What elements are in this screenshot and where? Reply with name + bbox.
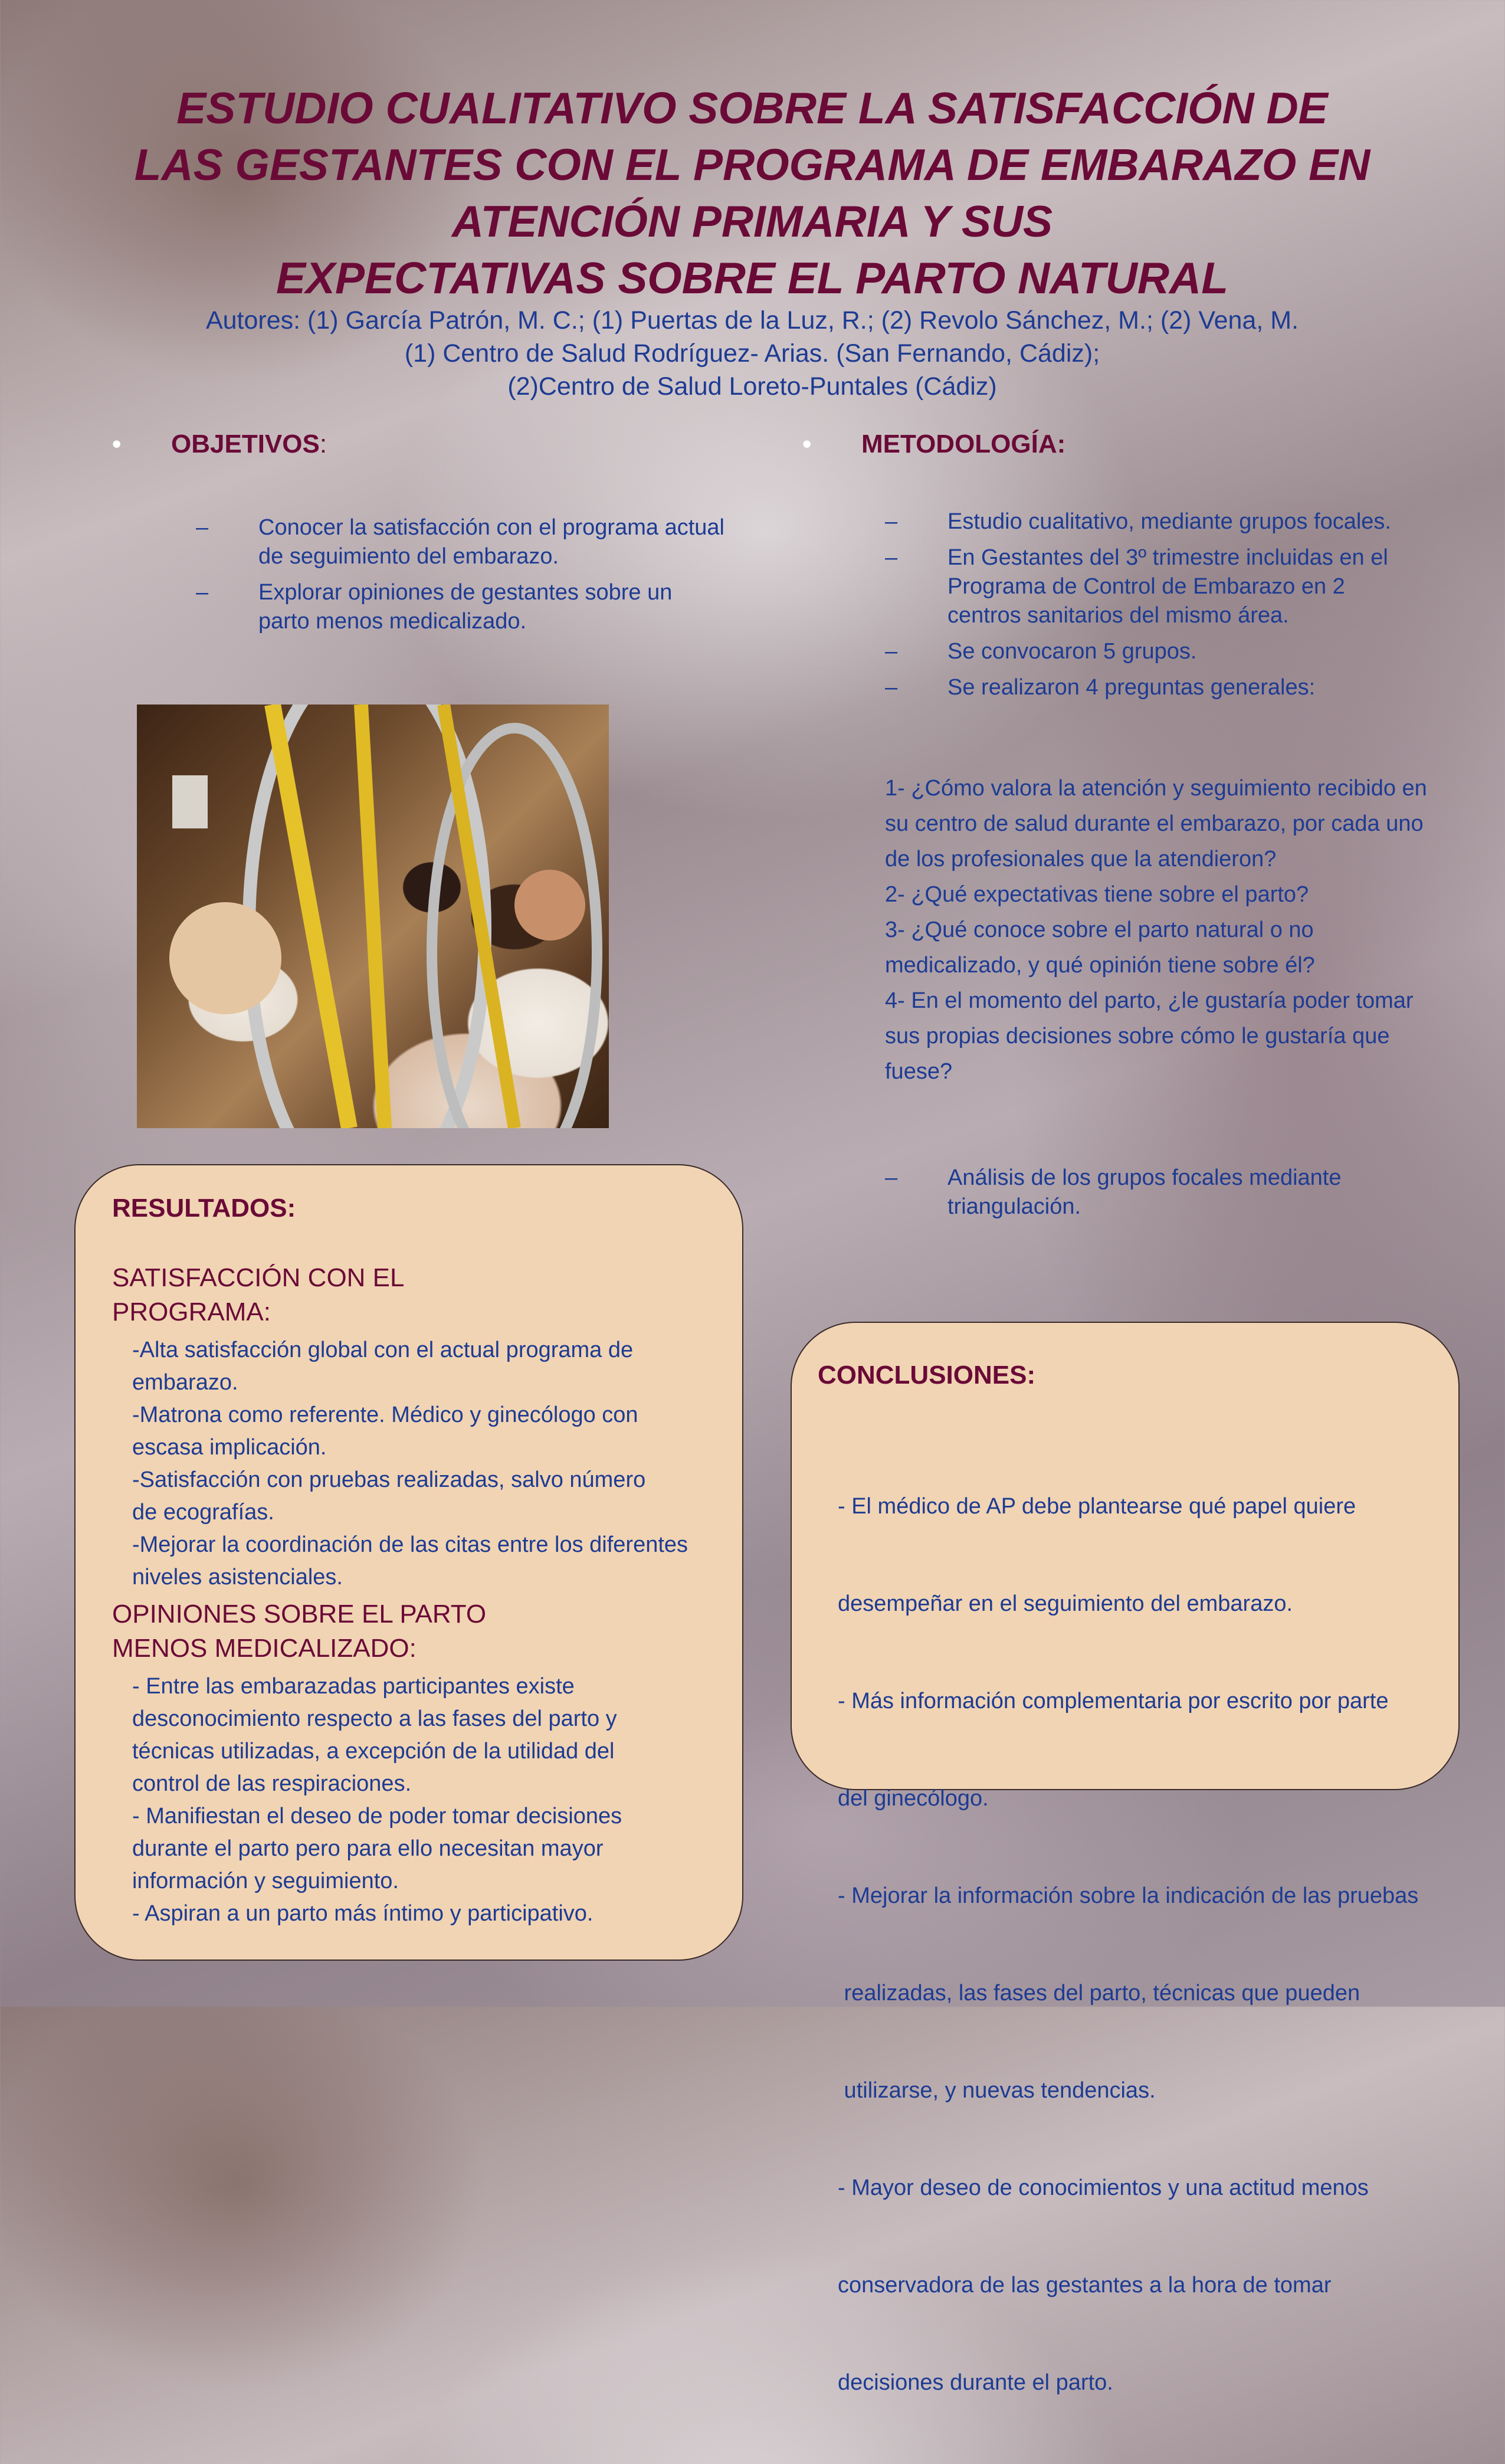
metodologia-final-list [885, 1164, 1416, 1228]
list-item: – Se realizaron 4 preguntas generales: [885, 673, 1416, 702]
question-item: 3- ¿Qué conoce sobre el parto natural o no medicalizado, y qué opinión tiene sobre él? [885, 918, 1315, 978]
conclusiones-heading: CONCLUSIONES: [818, 1361, 1036, 1390]
dash-icon: – [885, 639, 898, 664]
list-item: – Estudio cualitativo, mediante grupos focales. [885, 507, 1416, 536]
photo-illustration [137, 705, 609, 1128]
list-item: – Análisis de los grupos focales mediante triangulación. [885, 1164, 1416, 1221]
title-line: EXPECTATIVAS SOBRE EL PARTO NATURAL [276, 253, 1229, 303]
dash-icon: – [885, 1165, 898, 1190]
dash-icon: – [885, 545, 898, 570]
objetivos-colon: : [319, 430, 327, 458]
question-item: 2- ¿Qué expectativas tiene sobre el parto? [885, 882, 1309, 907]
title-line: LAS GESTANTES CON EL PROGRAMA DE EMBARAZO EN [134, 140, 1370, 189]
dash-icon: – [196, 515, 209, 540]
resultados-satisfaccion-text: -Alta satisfacción global con el actual programa de embarazo. -Matrona como referente. Médico y ginecólogo con escasa implicación. -Satisfacción con pruebas realizadas, salvo número de ecografías. -Mejorar la coordinación de las citas entre los diferentes niveles asistenciales. [132, 1338, 688, 1590]
dash-icon: – [885, 675, 898, 700]
questions-block [885, 771, 1440, 1089]
conclusiones-text: - El médico de AP debe plantearse qué papel quiere desempeñar en el seguimiento del embarazo. - Más información complementaria por escrito por parte del ginecólogo. - Mejorar la información sobre la indicación de las pruebas realizadas, las fases del parto, técnicas que pueden utilizarse, y nuevas tendencias. - Mayor deseo de conocimientos y una actitud menos conservadora de las gestantes a la hora de tomar decisiones durante el parto. [838, 1494, 1419, 2395]
dash-icon: – [196, 580, 209, 605]
bullet-icon: • [802, 430, 812, 458]
authors-block [47, 304, 1457, 403]
question-item: 4- En el momento del parto, ¿le gustaría poder tomar sus propias decisiones sobre cómo le gustaría que fuese? [885, 988, 1414, 1084]
affiliation-line: (2)Centro de Salud Loreto-Puntales (Cádiz) [507, 372, 997, 401]
resultados-opiniones-text: - Entre las embarazadas participantes existe desconocimiento respecto a las fases del parto y técnicas utilizadas, a excepción de la utilidad del control de las respiraciones. - Manifiestan el deseo de poder tomar decisiones durante el parto pero para ello necesitan mayor información y seguimiento. - Aspiran a un parto más íntimo y participativo. [132, 1674, 622, 1926]
dash-icon: – [885, 509, 898, 534]
metodologia-list [885, 507, 1416, 709]
list-item: – Explorar opiniones de gestantes sobre un parto menos medicalizado. [196, 578, 727, 636]
objetivos-heading [112, 430, 327, 459]
resultados-heading: RESULTADOS: [112, 1194, 296, 1223]
bullet-icon: • [112, 430, 122, 458]
affiliation-line: (1) Centro de Salud Rodríguez- Arias. (San Fernando, Cádiz); [404, 339, 1100, 368]
authors-line: Autores: (1) García Patrón, M. C.; (1) Puertas de la Luz, R.; (2) Revolo Sánchez, M.; (2) Vena, M. [205, 306, 1299, 335]
resultados-subheading-satisfaccion: SATISFACCIÓN CON EL PROGRAMA: [112, 1263, 405, 1326]
objetivos-heading-text: OBJETIVOS [171, 430, 320, 458]
poster-title [47, 80, 1457, 306]
list-item: – En Gestantes del 3º trimestre incluidas en el Programa de Control de Embarazo en 2 centros sanitarios del mismo área. [885, 543, 1416, 630]
delivery-room-photo [137, 705, 609, 1128]
list-item: – Se convocaron 5 grupos. [885, 637, 1416, 666]
title-line: ATENCIÓN PRIMARIA Y SUS [451, 196, 1053, 246]
metodologia-heading [802, 430, 1066, 459]
resultados-subheading-opiniones: OPINIONES SOBRE EL PARTO MENOS MEDICALIZADO: [112, 1600, 487, 1663]
list-item: – Conocer la satisfacción con el programa actual de seguimiento del embarazo. [196, 513, 727, 571]
question-item: 1- ¿Cómo valora la atención y seguimiento recibido en su centro de salud durante el embarazo, por cada uno de los profesionales que la atendieron? [885, 776, 1427, 871]
objetivos-list [196, 513, 727, 643]
metodologia-heading-text: METODOLOGÍA: [861, 430, 1066, 458]
conclusiones-box [791, 1322, 1460, 2395]
title-line: ESTUDIO CUALITATIVO SOBRE LA SATISFACCIÓN DE [176, 83, 1328, 133]
resultados-box [74, 1164, 743, 1961]
